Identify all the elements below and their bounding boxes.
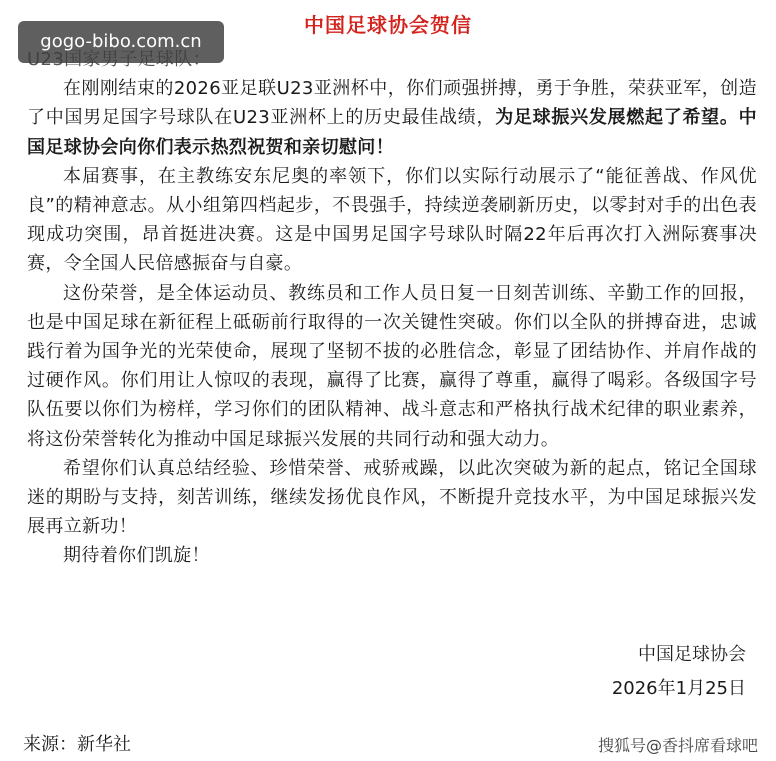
paragraph-4: 希望你们认真总结经验、珍惜荣誉、戒骄戒躁，以此次突破为新的起点，铭记全国球迷的期盼与支持，刻苦训练，继续发扬优良作风，不断提升竞技水平，为中国足球振兴发展再立新功！	[27, 457, 757, 538]
site-watermark: gogo-bibo.com.cn	[18, 21, 224, 63]
credit-watermark: 搜狐号@香抖席看球吧	[597, 736, 758, 755]
paragraph-2: 本届赛事，在主教练安东尼奥的率领下，你们以实际行动展示了“能征善战、作风优良”的精神意志。从小组第四档起步，不畏强手，持续逆袭刷新历史，以零封对手的出色表现成功突围，昂首挺进决赛。这是中国男足国字号球队时隔22年后再次打入洲际赛事决赛，令全国人民倍感振奋与自豪。	[27, 165, 757, 275]
source-label: 来源：新华社	[23, 734, 131, 755]
signature-date: 2026年1月25日	[611, 678, 746, 699]
letter-body	[27, 45, 757, 571]
paragraph-5: 期待着你们凯旋！	[63, 545, 210, 567]
signature-org: 中国足球协会	[638, 644, 746, 665]
paragraph-1-bold: 为足球振兴发展燃起了希望。中国足球协会向你们表示热烈祝贺和亲切慰问！	[27, 107, 757, 158]
paragraph-3: 这份荣誉，是全体运动员、教练员和工作人员日复一日刻苦训练、辛勤工作的回报，也是中国足球在新征程上砥砺前行取得的一次关键性突破。你们以全队的拼搏奋进，忠诚践行着为国争光的光荣使命，展现了坚韧不拔的必胜信念，彰显了团结协作、并肩作战的过硬作风。你们用让人惊叹的表现，赢得了比赛，赢得了尊重，赢得了喝彩。各级国字号队伍要以你们为榜样，学习你们的团队精神、战斗意志和严格执行战术纪律的职业素养，将这份荣誉转化为推动中国足球振兴发展的共同行动和强大动力。	[27, 282, 757, 450]
paragraph-1-normal: 在刚刚结束的2026亚足联U23亚洲杯中，你们顽强拼搏，勇于争胜，荣获亚军，创造了中国男足国字号球队在U23亚洲杯上的历史最佳战绩，	[27, 78, 757, 129]
paragraph-1	[27, 74, 757, 162]
letter-title: 中国足球协会贺信	[304, 13, 472, 37]
